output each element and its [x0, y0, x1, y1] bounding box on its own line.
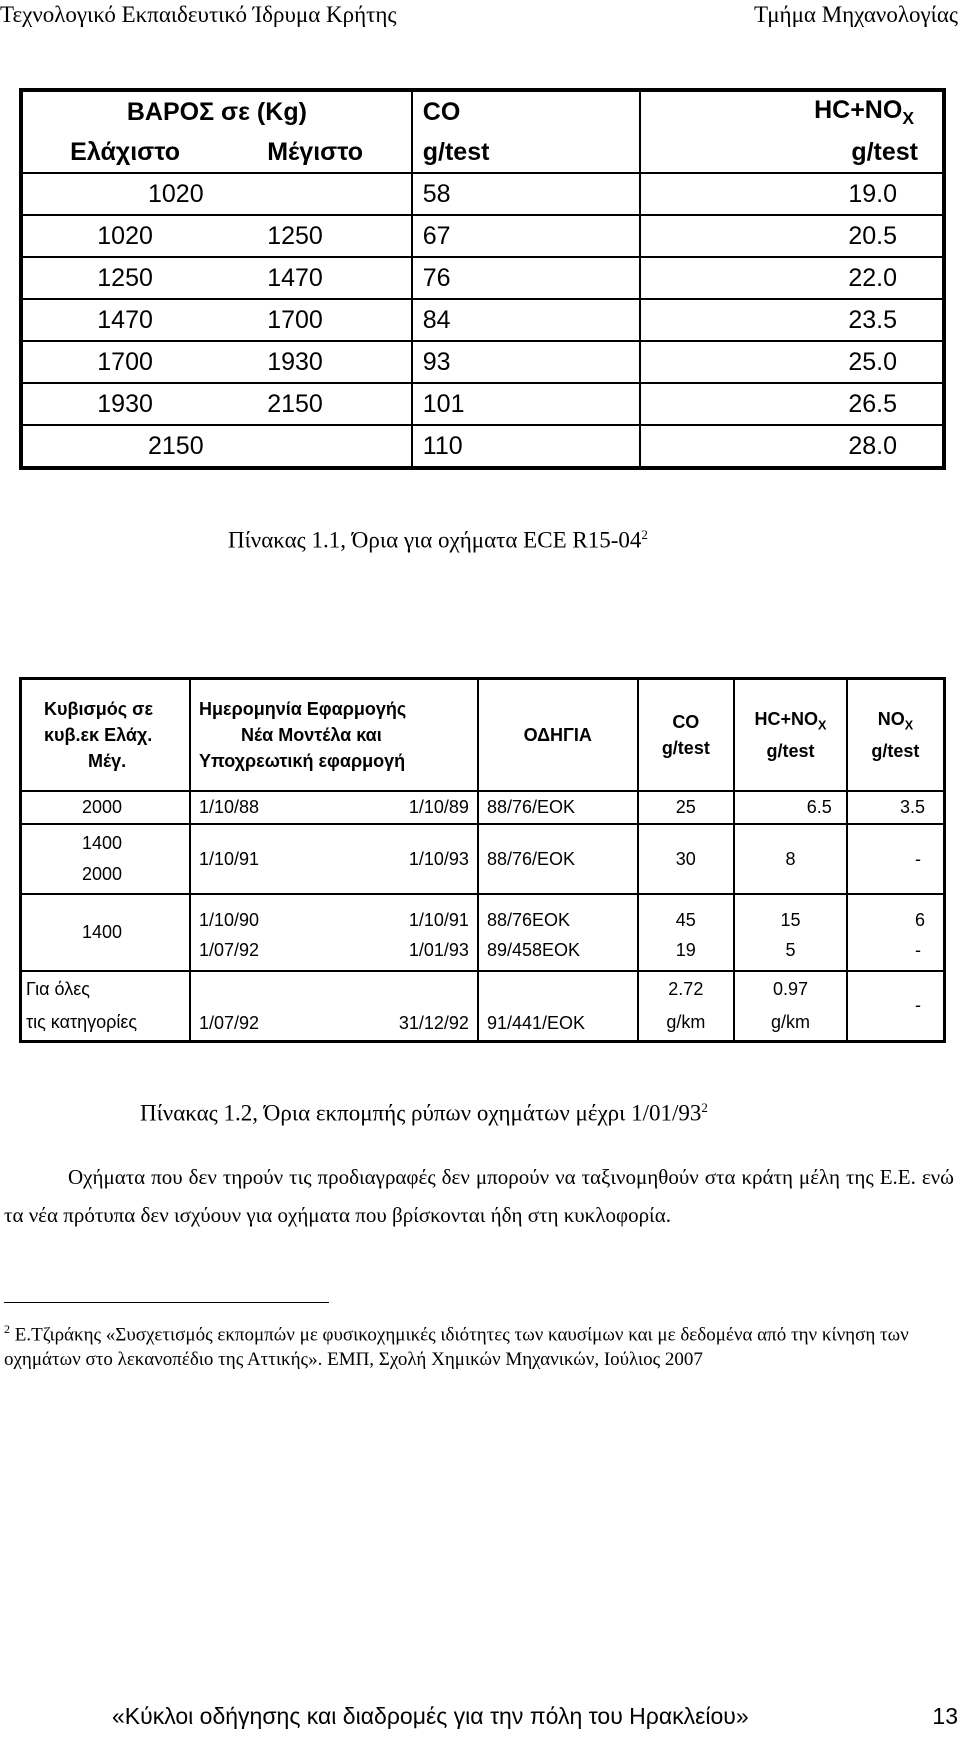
table-cell: 67: [412, 215, 641, 257]
weight-header: ΒΑΡΟΣ σε (Kg): [126, 97, 307, 126]
table-cell: 1/10/93: [356, 824, 478, 894]
table-cell: 1/10/89: [356, 791, 478, 824]
max-header: Μέγιστο: [267, 137, 363, 166]
page-footer: [112, 1703, 958, 1730]
table-row: [21, 425, 944, 468]
table-cell: 1930: [227, 341, 412, 383]
header-institution: Τεχνολογικό Εκπαιδευτικό Ίδρυμα Κρήτης: [0, 2, 397, 27]
table-cell: 1470: [21, 299, 227, 341]
table-header-row: [21, 90, 944, 132]
table-row: [21, 173, 944, 215]
table-cell: 1/10/90: [190, 894, 356, 931]
table-cell: 6.5: [734, 791, 847, 824]
header-department: Τμήμα Μηχανολογίας: [754, 2, 958, 27]
table-cell: 1/10/91: [190, 824, 356, 894]
table-cell: 1250: [227, 215, 412, 257]
hcnox-unit: g/test: [640, 132, 944, 173]
table-cell: 5: [734, 931, 847, 971]
directive-header: ΟΔΗΓΙΑ: [478, 679, 638, 792]
table-cell: 2150: [227, 383, 412, 425]
nox-header: $NO_X$ g/test: [847, 679, 945, 792]
table-cell: 88/76/ΕΟΚ: [478, 791, 638, 824]
co-header: CO: [412, 90, 641, 132]
table-cell: 1250: [21, 257, 227, 299]
table-cell: 25.0: [640, 341, 944, 383]
table-cell: 15: [734, 894, 847, 931]
table-cell: 84: [412, 299, 641, 341]
table-cell: 1/10/91: [356, 894, 478, 931]
min-header: Ελάχιστο: [70, 137, 180, 166]
table1-caption: Πίνακας 1.1, Όρια για οχήματα ECE $R15-04^2$: [228, 527, 648, 553]
table-cell: 23.5: [640, 299, 944, 341]
table-row: [21, 791, 945, 824]
table-cell: 2000: [21, 791, 191, 824]
hcnox-header: $HC+NO_X$ g/test: [734, 679, 847, 792]
table-cell: 1400 2000: [21, 824, 191, 894]
table-ece-limits: [19, 88, 946, 470]
table-cell: 2.72 g/km: [638, 971, 735, 1041]
table-cell: 1/07/92: [190, 931, 356, 971]
table-cell: 58: [412, 173, 641, 215]
table-row: [21, 341, 944, 383]
table-cell: 19: [638, 931, 735, 971]
table-cell: -: [847, 971, 945, 1041]
table-cell: 1020: [21, 215, 227, 257]
table-row: [21, 383, 944, 425]
table-cell: 22.0: [640, 257, 944, 299]
table-emission-limits: [19, 677, 946, 1043]
table-header-row: [21, 132, 944, 173]
table-cell: 1930: [21, 383, 227, 425]
table-cell: 93: [412, 341, 641, 383]
table-row: [21, 894, 945, 931]
table-cell: 91/441/ΕΟΚ: [478, 971, 638, 1041]
table-cell: 1400: [21, 894, 191, 971]
table-cell: 25: [638, 791, 735, 824]
table-cell: 110: [412, 425, 641, 468]
footer-title: «Κύκλοι οδήγησης και διαδρομές για την πόλη του Ηρακλείου»: [112, 1703, 749, 1729]
table-row: [21, 215, 944, 257]
table-cell: 1700: [227, 299, 412, 341]
table-row: [21, 824, 945, 894]
table-cell: 0.97 g/km: [734, 971, 847, 1041]
table-cell: 76: [412, 257, 641, 299]
footnote-separator: [4, 1302, 329, 1303]
footnote: $^2$ Ε.Τζιράκης «Συσχετισμός εκπομπών με φυσικοχημικές ιδιότητες των καυσίμων και με δεδομένα από την κίνηση των οχημάτων στο λεκανοπέδιο της Αττικής». ΕΜΠ, Σχολή Χημικών Μηχανικών, Ιούλιος 2007: [4, 1322, 909, 1371]
table-cell: 45: [638, 894, 735, 931]
table-cell: 1020: [21, 173, 412, 215]
table-cell: 8: [734, 824, 847, 894]
table-cell: 2150: [21, 425, 412, 468]
table-row: [21, 299, 944, 341]
date-header: Ημερομηνία Εφαρμογής Νέα Μοντέλα και Υποχρεωτική εφαρμογή: [190, 679, 478, 792]
table-row: [21, 257, 944, 299]
body-paragraph: Οχήματα που δεν τηρούν τις προδιαγραφές δεν μπορούν να ταξινομηθούν στα κράτη μέλη της Ε.Ε. ενώ τα νέα πρότυπα δεν ισχύουν για οχήματα που βρίσκονται ήδη στη κυκλοφορία.: [4, 1165, 954, 1227]
table-cell: 89/458ΕΟΚ: [478, 931, 638, 971]
table-header-row: [21, 679, 945, 792]
co-unit: g/test: [412, 132, 641, 173]
table-cell: 30: [638, 824, 735, 894]
table-cell: 1/07/92: [190, 971, 356, 1041]
hcnox-header: $HC+NO_X$: [640, 90, 944, 132]
table-cell: 1/01/93: [408, 940, 469, 960]
table-row: [21, 971, 945, 1041]
table-cell: 1/10/88: [190, 791, 356, 824]
table-cell: 28.0: [640, 425, 944, 468]
table-cell: 26.5: [640, 383, 944, 425]
table-cell: -: [847, 824, 945, 894]
table-cell: 1700: [21, 341, 227, 383]
table-cell: 88/76ΕΟΚ: [478, 894, 638, 931]
capacity-header: Κυβισμός σε κυβ.εκ Ελάχ. Μέγ.: [44, 699, 154, 771]
table-cell: 19.0: [640, 173, 944, 215]
table-cell: 1470: [227, 257, 412, 299]
table-cell: 20.5: [640, 215, 944, 257]
table-cell: Για όλες τις κατηγορίες: [21, 971, 191, 1041]
co-header: CO g/test: [638, 679, 735, 792]
table2-caption: Πίνακας 1.2, Όρια εκπομπής ρύπων οχημάτων μέχρι $1/01/93^2$: [140, 1100, 708, 1126]
table-cell: 6: [847, 894, 945, 931]
page-number: 13: [932, 1703, 958, 1729]
table-cell: 88/76/ΕΟΚ: [478, 824, 638, 894]
table-cell: 3.5: [847, 791, 945, 824]
table-cell: 31/12/92: [356, 971, 478, 1041]
table-cell: -: [847, 931, 945, 971]
table-cell: 101: [412, 383, 641, 425]
